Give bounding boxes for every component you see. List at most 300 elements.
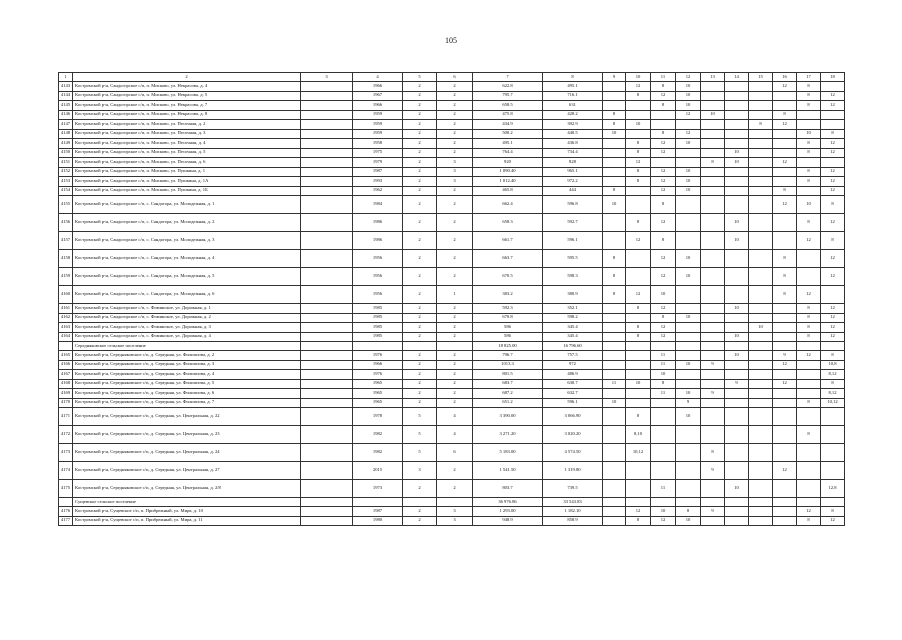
table-cell: 12: [626, 158, 651, 168]
table-cell: 2: [437, 101, 473, 111]
table-cell: [603, 304, 626, 314]
table-row: [59, 408, 845, 426]
table-cell: 10: [676, 91, 701, 101]
table-cell: 1966: [353, 82, 403, 92]
table-cell: [403, 342, 437, 351]
address-cell: Костромской р-н, Сандогорское с/п, с. Сандогора, ул. Молодежная, д. 1: [73, 196, 301, 214]
table-cell: [676, 148, 701, 158]
table-cell: [301, 426, 353, 444]
table-cell: [797, 444, 821, 462]
table-cell: [773, 139, 797, 149]
table-cell: [773, 370, 797, 380]
table-cell: 2: [437, 268, 473, 286]
table-cell: [301, 82, 353, 92]
table-cell: [301, 398, 353, 408]
table-cell: 1979: [353, 158, 403, 168]
table-cell: 2: [403, 286, 437, 304]
table-cell: 10: [725, 332, 749, 342]
address-cell: Костромской р-н, Сандогорское с/п, с. Фоминское, ул. Дорожная, д. 2: [73, 313, 301, 323]
table-cell: 10: [725, 232, 749, 250]
table-cell: 8: [626, 304, 651, 314]
table-cell: [797, 389, 821, 399]
table-row: [59, 82, 845, 92]
table-cell: 8: [797, 214, 821, 232]
address-cell: Костромской р-н, Сандогорское с/п, с. Фоминское, ул. Дорожная, д. 3: [73, 323, 301, 333]
table-cell: 596.1: [543, 232, 603, 250]
table-cell: [797, 120, 821, 130]
table-cell: 12: [821, 91, 845, 101]
table-cell: [676, 370, 701, 380]
table-cell: 8: [603, 120, 626, 130]
table-cell: 1985: [353, 304, 403, 314]
table-cell: 1986: [353, 214, 403, 232]
table-cell: [725, 342, 749, 351]
table-cell: 10: [676, 516, 701, 526]
table-cell: 1 012.40: [473, 177, 543, 187]
table-cell: 4161: [59, 304, 73, 314]
table-cell: 8: [773, 110, 797, 120]
table-cell: 12: [651, 323, 676, 333]
table-cell: [725, 101, 749, 111]
table-cell: 8: [603, 268, 626, 286]
table-cell: 10: [676, 313, 701, 323]
table-cell: [773, 167, 797, 177]
table-cell: 10: [725, 304, 749, 314]
table-cell: 12: [821, 186, 845, 196]
table-cell: [301, 186, 353, 196]
table-cell: [301, 480, 353, 498]
table-cell: 8: [821, 232, 845, 250]
table-cell: [626, 101, 651, 111]
table-cell: 14: [725, 73, 749, 82]
table-row: [59, 268, 845, 286]
table-cell: 8: [626, 332, 651, 342]
table-cell: 9: [725, 379, 749, 389]
table-cell: [797, 250, 821, 268]
table-body: [59, 73, 845, 526]
address-cell: Костромской р-н, Сандогорское с/п, п. Мисково, ул. Песочная, д. 2: [73, 120, 301, 130]
table-cell: 9: [701, 360, 725, 370]
table-cell: 10: [676, 250, 701, 268]
address-cell: Костромской р-н, Середняковское с/п, д. Середняя, ул. Центральная, д. 2/8: [73, 480, 301, 498]
table-cell: 17: [797, 73, 821, 82]
table-cell: [749, 313, 773, 323]
table-cell: 4163: [59, 323, 73, 333]
table-cell: [301, 139, 353, 149]
table-cell: 4171: [59, 408, 73, 426]
table-cell: 10: [603, 196, 626, 214]
table-cell: 2: [437, 232, 473, 250]
table-cell: 10,12: [626, 444, 651, 462]
table-cell: 12: [651, 516, 676, 526]
table-cell: 6: [437, 73, 473, 82]
table-cell: [301, 408, 353, 426]
table-cell: 8: [797, 139, 821, 149]
table-cell: 12: [651, 177, 676, 187]
table-cell: 2: [403, 129, 437, 139]
table-cell: 2: [403, 110, 437, 120]
table-cell: [626, 370, 651, 380]
table-cell: [725, 91, 749, 101]
address-cell: Костромской р-н, Середняковское с/п, д. Середняя, ул. Филиппова, д. 4: [73, 370, 301, 380]
table-cell: 12: [821, 268, 845, 286]
table-row: [59, 313, 845, 323]
table-cell: 8: [603, 286, 626, 304]
table-cell: 434.9: [473, 120, 543, 130]
table-row: [59, 186, 845, 196]
table-cell: [301, 120, 353, 130]
table-cell: 1: [437, 286, 473, 304]
table-cell: [603, 82, 626, 92]
table-cell: [797, 158, 821, 168]
table-cell: 8: [626, 139, 651, 149]
table-cell: [301, 342, 353, 351]
address-cell: Костромской р-н, Сандогорское с/п, п. Мисково, ул. Песочная, д. 3: [73, 129, 301, 139]
table-cell: 4169: [59, 389, 73, 399]
table-cell: [301, 379, 353, 389]
table-cell: [725, 250, 749, 268]
table-cell: [749, 498, 773, 507]
table-row: [59, 139, 845, 149]
table-cell: [603, 148, 626, 158]
table-row: [59, 177, 845, 187]
table-cell: [725, 110, 749, 120]
table-cell: [749, 101, 773, 111]
table-cell: 36 976.86: [473, 498, 543, 507]
table-cell: [676, 196, 701, 214]
table-cell: 10: [676, 139, 701, 149]
table-cell: 2: [403, 332, 437, 342]
table-cell: 4175: [59, 480, 73, 498]
table-cell: 345.4: [543, 323, 603, 333]
table-cell: 1965: [353, 379, 403, 389]
table-cell: [626, 129, 651, 139]
table-cell: [773, 232, 797, 250]
table-cell: 8: [821, 379, 845, 389]
table-cell: 4172: [59, 426, 73, 444]
table-cell: 795.7: [473, 91, 543, 101]
table-cell: 8: [626, 516, 651, 526]
table-cell: 8: [651, 313, 676, 323]
table-cell: 12: [651, 186, 676, 196]
table-cell: 801.5: [473, 370, 543, 380]
table-cell: 803.7: [473, 480, 543, 498]
table-cell: 2: [403, 313, 437, 323]
table-row: [59, 323, 845, 333]
table-cell: 352.1: [543, 304, 603, 314]
table-cell: 734.4: [543, 148, 603, 158]
table-cell: 1967: [353, 91, 403, 101]
table-cell: [797, 498, 821, 507]
table-cell: [701, 332, 725, 342]
address-cell: Костромской р-н, Сандогорское с/п, п. Мисково, ул. Некрасова, д. 8: [73, 110, 301, 120]
table-cell: 1956: [353, 268, 403, 286]
table-cell: 8: [797, 313, 821, 323]
table-cell: 2: [403, 158, 437, 168]
table-cell: 920: [473, 158, 543, 168]
table-cell: [651, 444, 676, 462]
table-cell: [626, 351, 651, 361]
table-cell: [725, 323, 749, 333]
table-cell: 2: [403, 516, 437, 526]
table-cell: [603, 351, 626, 361]
table-cell: 764.4: [473, 148, 543, 158]
table-cell: [676, 304, 701, 314]
table-cell: [749, 110, 773, 120]
table-cell: 1 090.40: [473, 167, 543, 177]
table-cell: [353, 498, 403, 507]
table-cell: 2: [437, 196, 473, 214]
table-cell: 11: [603, 379, 626, 389]
table-cell: [676, 120, 701, 130]
table-cell: [749, 462, 773, 480]
table-cell: [725, 360, 749, 370]
table-cell: [301, 148, 353, 158]
table-cell: 10: [676, 167, 701, 177]
table-cell: 8,10: [626, 426, 651, 444]
table-row: [59, 480, 845, 498]
table-cell: [725, 444, 749, 462]
table-cell: [821, 408, 845, 426]
table-cell: 4: [437, 426, 473, 444]
table-cell: 1985: [353, 332, 403, 342]
table-cell: 2: [437, 332, 473, 342]
address-cell: Костромской р-н, Середняковское с/п, д. Середняя, ул. Филиппова, д. 5: [73, 379, 301, 389]
table-cell: 586: [473, 332, 543, 342]
table-cell: 2: [403, 148, 437, 158]
table-cell: 10,8: [821, 360, 845, 370]
table-cell: [749, 82, 773, 92]
table-cell: 2: [437, 120, 473, 130]
table-cell: [773, 408, 797, 426]
table-cell: 1978: [353, 408, 403, 426]
table-cell: 2: [437, 313, 473, 323]
table-cell: 380.9: [543, 286, 603, 304]
address-cell: Костромской р-н, Середняковское с/п, д. Середняя, ул. Центральная, д. 27: [73, 462, 301, 480]
address-cell: Костромской р-н, Сандогорское с/п, п. Мисково, ул. Пушкина, д. 1: [73, 167, 301, 177]
table-cell: [749, 186, 773, 196]
table-cell: 10: [797, 129, 821, 139]
table-cell: [725, 389, 749, 399]
table-cell: 12: [626, 82, 651, 92]
table-cell: 8: [773, 268, 797, 286]
address-cell: Костромской р-н, Сандогорское с/п, п. Мисково, ул. Некрасова, д. 4: [73, 82, 301, 92]
table-cell: 495.1: [473, 139, 543, 149]
table-cell: [301, 444, 353, 462]
table-cell: [821, 444, 845, 462]
table-cell: 8: [773, 250, 797, 268]
table-cell: [701, 186, 725, 196]
table-cell: 8: [797, 91, 821, 101]
table-cell: 8: [651, 101, 676, 111]
table-cell: [676, 480, 701, 498]
table-cell: 1013.3: [473, 360, 543, 370]
table-cell: [676, 232, 701, 250]
table-cell: 2: [437, 91, 473, 101]
table-cell: 1 182.10: [543, 507, 603, 517]
table-row: [59, 110, 845, 120]
table-cell: 658.5: [473, 101, 543, 111]
data-table: [58, 72, 845, 526]
table-cell: 8,12: [821, 389, 845, 399]
table-cell: 10: [725, 214, 749, 232]
table-cell: [603, 232, 626, 250]
table-cell: [626, 313, 651, 323]
table-cell: 4149: [59, 139, 73, 149]
table-cell: 12: [821, 139, 845, 149]
table-cell: [821, 110, 845, 120]
table-cell: 8: [749, 120, 773, 130]
table-cell: 4173: [59, 444, 73, 462]
table-cell: [797, 342, 821, 351]
table-cell: [773, 304, 797, 314]
table-cell: [676, 444, 701, 462]
table-cell: [603, 342, 626, 351]
table-cell: 2: [403, 196, 437, 214]
table-row: [59, 462, 845, 480]
table-cell: 486.9: [543, 370, 603, 380]
table-cell: 2: [437, 186, 473, 196]
table-cell: 12: [651, 148, 676, 158]
table-cell: [603, 139, 626, 149]
table-row: [59, 286, 845, 304]
table-cell: [301, 498, 353, 507]
table-cell: 622.8: [473, 82, 543, 92]
address-cell: Костромской р-н, Сандогорское с/п, с. Сандогора, ул. Молодежная, д. 3: [73, 232, 301, 250]
table-cell: 345.4: [543, 332, 603, 342]
table-cell: [626, 110, 651, 120]
table-cell: [701, 232, 725, 250]
table-cell: [676, 498, 701, 507]
table-cell: 8: [603, 250, 626, 268]
table-cell: 12: [773, 82, 797, 92]
table-cell: 5: [403, 408, 437, 426]
table-cell: 12: [651, 167, 676, 177]
table-cell: 2: [437, 148, 473, 158]
table-cell: 10: [701, 110, 725, 120]
table-cell: 12: [651, 214, 676, 232]
table-cell: 10: [676, 360, 701, 370]
table-cell: 651.2: [473, 398, 543, 408]
table-cell: [301, 462, 353, 480]
table-cell: [437, 342, 473, 351]
table-cell: [603, 167, 626, 177]
table-cell: [749, 158, 773, 168]
table-cell: 10: [676, 101, 701, 111]
table-cell: 12: [773, 158, 797, 168]
table-cell: [676, 158, 701, 168]
table-cell: [725, 196, 749, 214]
table-cell: [725, 129, 749, 139]
table-cell: [749, 370, 773, 380]
table-cell: [676, 462, 701, 480]
table-row: [59, 360, 845, 370]
table-cell: 1962: [353, 186, 403, 196]
table-cell: 4143: [59, 82, 73, 92]
table-cell: [603, 507, 626, 517]
table-cell: 2: [403, 232, 437, 250]
table-cell: [437, 498, 473, 507]
table-cell: [626, 480, 651, 498]
table-cell: 2: [437, 250, 473, 268]
table-cell: [821, 286, 845, 304]
table-cell: [821, 426, 845, 444]
table-cell: [749, 167, 773, 177]
table-cell: 12: [676, 110, 701, 120]
table-cell: [701, 379, 725, 389]
table-cell: [676, 323, 701, 333]
table-cell: [676, 332, 701, 342]
table-row: [59, 129, 845, 139]
table-cell: 663.7: [473, 250, 543, 268]
table-cell: [301, 516, 353, 526]
table-cell: 2: [437, 129, 473, 139]
table-row: [59, 389, 845, 399]
table-cell: 4151: [59, 158, 73, 168]
table-cell: 3: [437, 177, 473, 187]
table-cell: 12: [797, 286, 821, 304]
table-cell: 6: [437, 444, 473, 462]
table-cell: [821, 462, 845, 480]
table-cell: 2: [403, 351, 437, 361]
address-cell: Костромской р-н, Сандогорское с/п, п. Мисково, ул. Некрасова, д. 5: [73, 91, 301, 101]
table-cell: [603, 323, 626, 333]
table-cell: [701, 323, 725, 333]
table-cell: [626, 389, 651, 399]
table-cell: 2: [403, 389, 437, 399]
table-cell: 1976: [353, 370, 403, 380]
table-cell: [626, 268, 651, 286]
table-cell: [353, 342, 403, 351]
table-cell: 8: [821, 196, 845, 214]
table-cell: 2: [403, 177, 437, 187]
table-cell: [301, 332, 353, 342]
table-cell: [749, 196, 773, 214]
table-cell: 8: [797, 167, 821, 177]
table-cell: 598.3: [543, 268, 603, 286]
table-cell: 8: [701, 444, 725, 462]
table-cell: 9: [701, 507, 725, 517]
address-cell: Костромской р-н, Сандогорское с/п, с. Сандогора, ул. Молодежная, д. 2: [73, 214, 301, 232]
table-row: [59, 120, 845, 130]
table-cell: 12: [773, 462, 797, 480]
address-cell: Костромской р-н, Середняковское с/п, д. Середняя, ул. Филиппова, д. 6: [73, 389, 301, 399]
table-cell: 3 020.20: [543, 426, 603, 444]
table-cell: 5: [403, 426, 437, 444]
table-cell: [651, 342, 676, 351]
table-cell: [701, 196, 725, 214]
table-cell: 10: [676, 82, 701, 92]
table-cell: 12: [626, 286, 651, 304]
table-cell: 10: [797, 196, 821, 214]
table-cell: [626, 342, 651, 351]
table-cell: 1975: [353, 148, 403, 158]
table-cell: 1993: [353, 177, 403, 187]
table-cell: 658.3: [473, 214, 543, 232]
table-cell: 4168: [59, 379, 73, 389]
table-cell: 9: [773, 351, 797, 361]
table-cell: [773, 177, 797, 187]
table-cell: 1987: [353, 167, 403, 177]
table-cell: 12: [821, 148, 845, 158]
table-cell: [603, 498, 626, 507]
table-cell: 1: [59, 73, 73, 82]
table-cell: 586: [473, 323, 543, 333]
table-cell: 12: [821, 101, 845, 111]
table-cell: 10: [749, 323, 773, 333]
table-cell: [59, 498, 73, 507]
table-cell: 12: [676, 129, 701, 139]
